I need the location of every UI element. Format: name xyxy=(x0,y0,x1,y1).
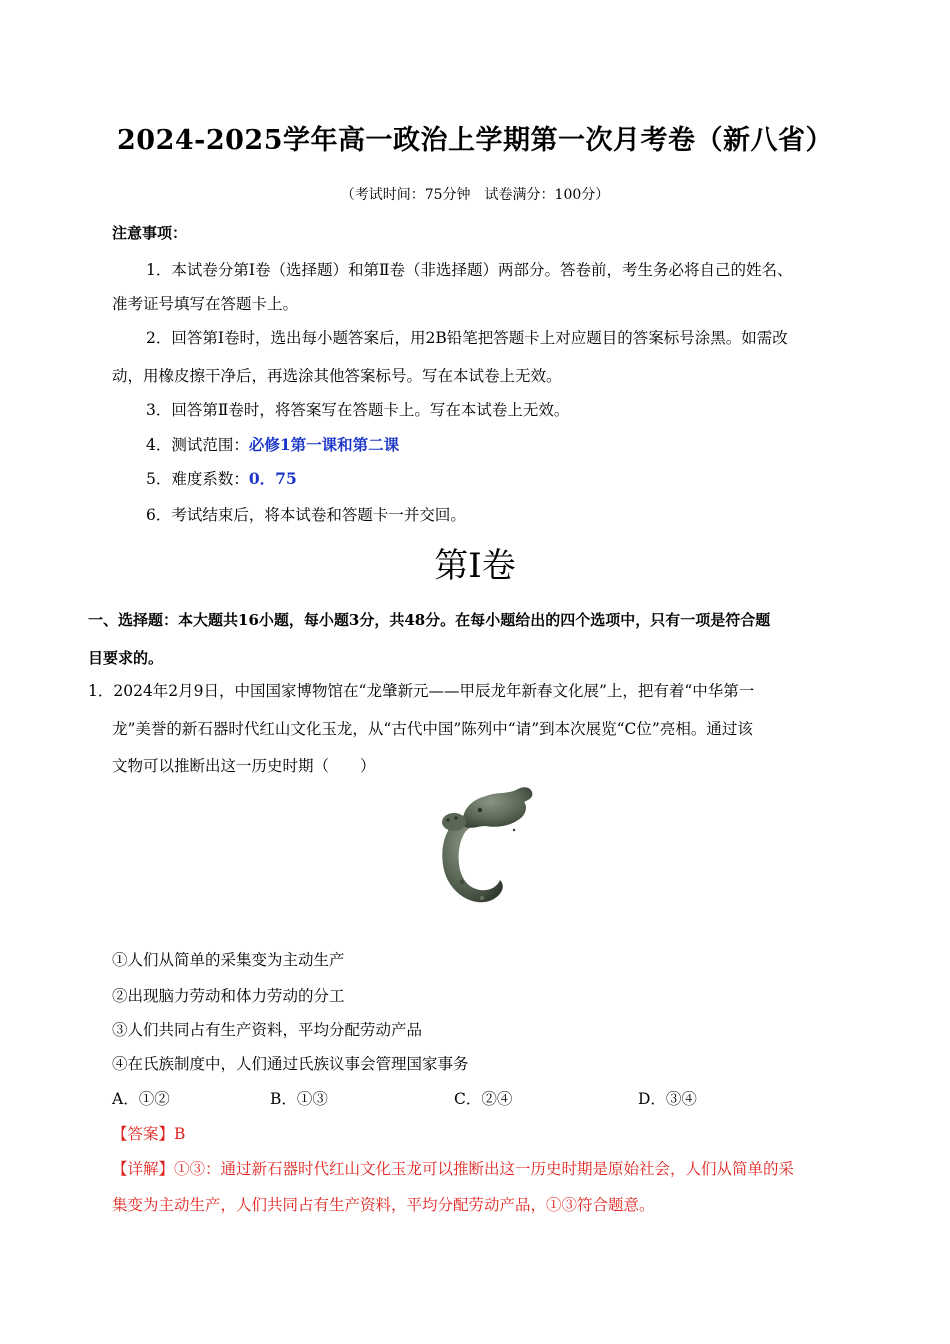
note-5 xyxy=(146,467,297,489)
option-c: C．②④ xyxy=(454,1090,513,1108)
answer: 【答案】B xyxy=(112,1125,186,1143)
explanation-line-2: 集变为主动生产，人们共同占有生产资料，平均分配劳动产品，①③符合题意。 xyxy=(112,1196,655,1214)
note-1-line-1: 1．本试卷分第Ⅰ卷（选择题）和第Ⅱ卷（非选择题）两部分。答卷前，考生务必将自己的姓名、 xyxy=(146,261,793,279)
statement-2: ②出现脑力劳动和体力劳动的分工 xyxy=(112,987,345,1005)
note-3: 3．回答第Ⅱ卷时，将答案写在答题卡上。写在本试卷上无效。 xyxy=(146,401,570,419)
statement-3: ③人们共同占有生产资料，平均分配劳动产品 xyxy=(112,1021,423,1039)
difficulty-value: 0．75 xyxy=(248,469,297,488)
test-scope: 必修1第一课和第二课 xyxy=(248,435,400,454)
note-4-label: 4．测试范围： xyxy=(146,436,249,454)
section-heading-line-1: 一、选择题：本大题共16小题，每小题3分，共48分。在每小题给出的四个选项中，只有一项是符合题 xyxy=(88,611,771,629)
option-b: B．①③ xyxy=(270,1090,328,1108)
note-2-line-1: 2．回答第Ⅰ卷时，选出每小题答案后，用2B铅笔把答题卡上对应题目的答案标号涂黑。如需改 xyxy=(146,329,788,347)
notice-heading: 注意事项： xyxy=(112,224,188,242)
option-a: A．①② xyxy=(112,1090,170,1108)
statement-4: ④在氏族制度中，人们通过氏族议事会管理国家事务 xyxy=(112,1055,469,1073)
volume-title: 第Ⅰ卷 xyxy=(434,546,516,586)
question-1-line-2: 龙”美誉的新石器时代红山文化玉龙，从“古代中国”陈列中“请”到本次展览“C位”亮相。通过该 xyxy=(112,720,753,738)
question-1-line-3: 文物可以推断出这一历史时期（ ） xyxy=(112,757,376,775)
note-6: 6．考试结束后，将本试卷和答题卡一并交回。 xyxy=(146,506,466,524)
note-2-line-2: 动，用橡皮擦干净后，再选涂其他答案标号。写在本试卷上无效。 xyxy=(112,367,562,385)
note-5-label: 5．难度系数： xyxy=(146,470,249,488)
note-4 xyxy=(146,433,399,455)
note-1-line-2: 准考证号填写在答题卡上。 xyxy=(112,295,299,313)
explanation-line-1: 【详解】①③：通过新石器时代红山文化玉龙可以推断出这一历史时期是原始社会，人们从简单的采 xyxy=(112,1160,795,1178)
section-heading-line-2: 目要求的。 xyxy=(88,649,164,667)
question-1-line-1: 1．2024年2月9日，中国国家博物馆在“龙肇新元——甲辰龙年新春文化展”上，把有着“中华第一 xyxy=(88,682,755,700)
page-title: 2024-2025学年高一政治上学期第一次月考卷（新八省） xyxy=(117,125,833,156)
exam-info: （考试时间：75分钟 试卷满分：100分） xyxy=(340,187,610,203)
statement-1: ①人们从简单的采集变为主动生产 xyxy=(112,951,345,969)
option-d: D．③④ xyxy=(638,1090,697,1108)
jade-dragon-image xyxy=(434,782,534,912)
